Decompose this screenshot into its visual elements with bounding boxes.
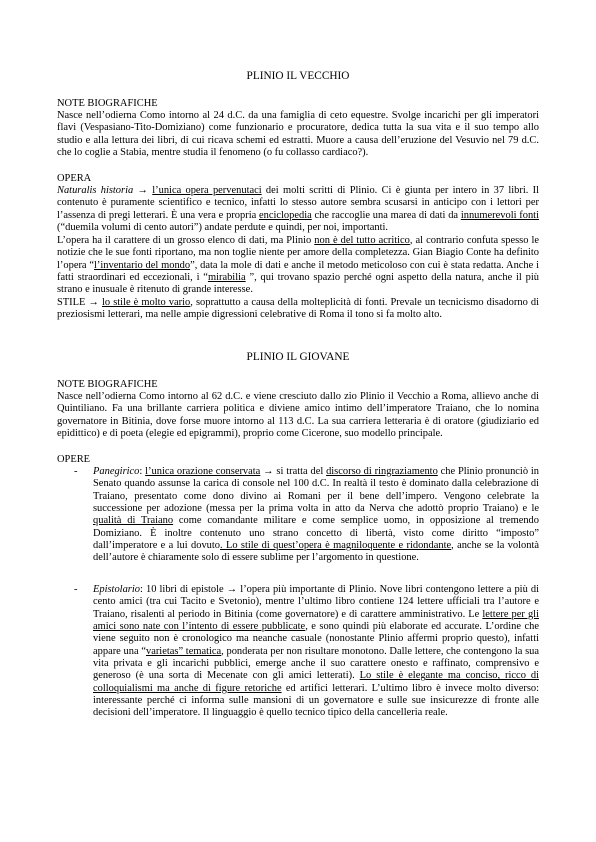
work-title: Panegirico xyxy=(93,466,140,477)
text-run: L’opera ha il carattere di un grosso elenco di dati, ma Plinio xyxy=(57,235,315,246)
text-run: si tratta del xyxy=(276,466,327,477)
heading-note-biografiche: NOTE BIOGRAFICHE xyxy=(57,98,158,109)
underlined-phrase: enciclopedia xyxy=(259,209,312,221)
list-bullet-dash: - xyxy=(74,466,78,477)
underlined-phrase: l’inventario del mondo xyxy=(94,259,191,271)
underlined-phrase: Lo stile è elegante ma conciso, ricco di colloquialismi ma anche di figure retoriche xyxy=(93,670,539,694)
bio-paragraph: Nasce nell’odierna Como intorno al 62 d.C. e viene cresciuto dallo zio Plinio il Vecchio a Roma, allievo anche di Quintiliano. Fa una brillante carriera politica e diviene amico intimo dell’imperatore Traiano, che lo nomina governatore in Bitinia, dove forse muore intorno al 113 d.C. La sua carriera letteraria è di oratore (giudiziario ed epidittico) e di poeta (elegie ed epigrammi), proprio come Cicerone, suo modello principale. xyxy=(57,391,539,440)
section-title-plinio-il-vecchio: PLINIO IL VECCHIO xyxy=(246,70,350,82)
underlined-phrase: qualità di Traiano xyxy=(93,515,174,527)
arrow-icon: → xyxy=(85,297,103,308)
text-run: , al contrario confuta spesso le notizie che le sue fonti riportano, ma non toglie niente per amore della completezza. Gian Biagio Conte ha definito l’opera “ xyxy=(57,235,539,271)
work-title: Naturalis historia xyxy=(57,185,134,196)
text-run: dei molti scritti di Plinio. Ci è giunta per intero in 37 libri. Il contenuto è puramente scientifico e tecnico, infatti lo stesso autore sembra scusarsi in anticipo con i lettori per l’assenza di pregi letterari. È una vera e propria xyxy=(57,185,540,221)
text-run: ”, data la mole di dati e anche il metodo meticoloso con cui è stata redatta. Anche i fatti straordinari ed eccezionali, i “ xyxy=(57,259,539,284)
heading-opera: OPERA xyxy=(57,173,92,184)
arrow-icon: → xyxy=(133,185,153,196)
section-title-plinio-il-giovane: PLINIO IL GIOVANE xyxy=(246,351,350,363)
list-item-epistolario xyxy=(93,584,539,720)
text-run: che raccoglie una marea di dati da xyxy=(311,209,461,221)
list-bullet-dash: - xyxy=(74,584,78,595)
heading-opere: OPERE xyxy=(57,454,91,465)
opera-paragraph-2 xyxy=(57,235,539,297)
underlined-phrase: l’unica orazione conservata xyxy=(145,466,261,477)
text-run: , soprattutto a causa della molteplicità di fonti. Prevale un tecnicismo disadorno di preziosismi letterari, ma nelle ampie digressioni celebrative di Roma il tono si fa molto alto. xyxy=(57,297,540,321)
text-run: : xyxy=(139,466,146,477)
list-item-panegirico xyxy=(93,466,539,565)
heading-note-biografiche: NOTE BIOGRAFICHE xyxy=(57,379,158,390)
text-run: , anche se la volontà dell’autore è chiaramente solo di essere sublime per l’argomento in questione. xyxy=(93,540,539,564)
arrow-icon: → xyxy=(260,466,277,477)
work-title: Epistolario xyxy=(93,584,140,595)
bio-paragraph: Nasce nell’odierna Como intorno al 24 d.C. da una famiglia di ceto equestre. Svolge incarichi per gli imperatori flavi (Vespasiano-Tito-Domiziano) come funzionario e procuratore, dedica tutta la sua vita e il suo tempo allo studio e alla lettura dei libri, di cui ricava schemi ed estratti. Muore a causa dell’eruzione del Vesuvio nel 79 d.C. che lo coglie a Stabia, mentre studia il fenomeno (o fu collasso cardiaco?). xyxy=(57,110,539,159)
underlined-phrase: non è del tutto acritico xyxy=(314,235,410,246)
opera-paragraph-1 xyxy=(57,185,539,234)
underlined-phrase: l’unica opera pervenutaci xyxy=(152,185,262,196)
underlined-phrase: lettere per gli amici sono nate con l’intento di essere pubblicate xyxy=(93,608,539,633)
underlined-phrase: varietas” tematica xyxy=(145,645,222,657)
stile-label: STILE xyxy=(57,297,86,308)
text-run: (“duemila volumi di cento autori”) andate perdute e quindi, per noi, importanti. xyxy=(57,222,388,234)
text-run: , ponderata per non risultare monotono. Dalle lettere, che contengono la sua vita privata e gli incarichi pubblici, emerge anche il suo carattere onesto e raffinato, comprensivo e generoso (è una sorta di Mecenate con gli amici letterati). xyxy=(93,645,540,682)
underlined-phrase: lo stile è molto vario xyxy=(102,297,191,308)
text-run: : 10 libri di epistole → l’opera più importante di Plinio. Nove libri contengono lettere a più di cento amici (tra cui Tacito e Svetonio), mentre l’ultimo libro contiene 124 lettere ufficiali tra l’autore e Traiano, risalenti al periodo in Bitinia (come governatore) e di carattere amministrativo. Le xyxy=(93,584,539,620)
underlined-phrase: mirabilia xyxy=(207,272,246,284)
underlined-phrase: discorso di ringraziamento xyxy=(326,466,438,477)
text-run: , e sono quindi più elaborate ed accurate. L’ordine che viene seguito non è cronologico ma neanche casuale (nonostante Plinio affermi proprio questo), infatti appare una “ xyxy=(93,621,539,657)
text-run: ”, qui trovano spazio perché ogni aspetto della natura, anche il più strano e inusuale è ritenuto di grande interesse. xyxy=(57,272,539,296)
underlined-phrase: . Lo stile di quest’opera è magniloquente e ridondante xyxy=(220,540,452,552)
underlined-phrase: innumerevoli fonti xyxy=(460,209,539,221)
text-run: come comandante militare e come semplice uomo, in opposizione al tremendo Domiziano. È inoltre contenuto uno strano concetto di libertà, visto come diritto “imposto” dall’imperatore e a lui dovuto xyxy=(93,515,539,552)
text-run: ed artifici letterari. L’ultimo libro è invece molto diverso: interessante perché ci informa sulle mansioni di un governatore e sulle sue insicurezze di fronte alle decisioni dell’imperatore. Il linguaggio è quello tecnico tipico della cancelleria reale. xyxy=(93,682,540,719)
stile-paragraph xyxy=(57,297,539,322)
text-run: che Plinio pronunciò in Senato quando assunse la carica di console nel 100 d.C. In realtà il testo è dominato dalla celebrazione di Traiano, presentato come dono divino ai Romani per il bene dell’impero. Vengono celebrate la successione per adozione (messa per la prima volta in atto da Nerva che adottò proprio Traiano) e le xyxy=(93,466,539,515)
